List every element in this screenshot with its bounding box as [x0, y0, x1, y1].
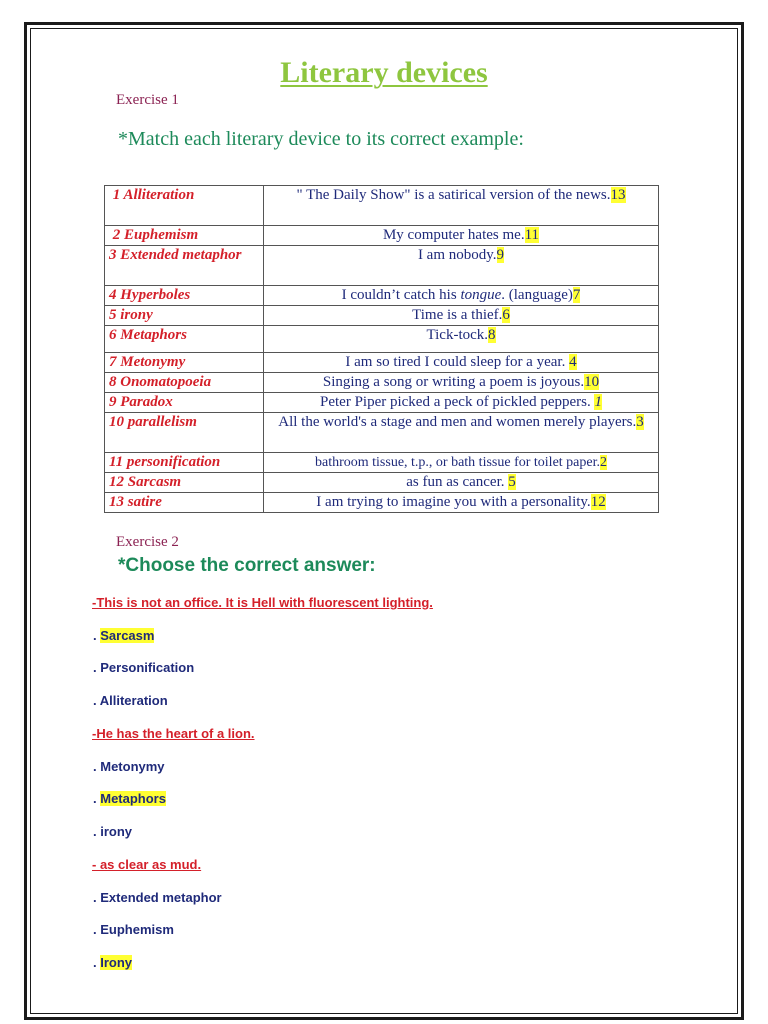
- option-extended-metaphor[interactable]: . Extended metaphor: [93, 890, 222, 905]
- table-row: [105, 226, 659, 246]
- option-irony-answer[interactable]: . Irony: [93, 955, 133, 970]
- option-metonymy[interactable]: . Metonymy: [93, 759, 165, 774]
- device-cell: 10 parallelism: [105, 413, 264, 453]
- answer-number: 6: [502, 307, 510, 323]
- device-cell: 4 Hyperboles: [105, 286, 264, 306]
- table-row: [105, 473, 659, 493]
- exercise2-instruction: *Choose the correct answer:: [118, 555, 376, 576]
- answer-number: 10: [584, 374, 600, 390]
- answer-number: 12: [590, 494, 606, 510]
- table-row: [105, 453, 659, 473]
- example-cell: " The Daily Show" is a satirical version of the news.13: [264, 186, 659, 226]
- example-cell: I couldn’t catch his tongue. (language)7: [264, 286, 659, 306]
- device-cell: 9 Paradox: [105, 393, 264, 413]
- example-cell: Time is a thief.6: [264, 306, 659, 326]
- table-row: [105, 393, 659, 413]
- option-personification[interactable]: . Personification: [93, 660, 195, 675]
- question-2: -He has the heart of a lion.: [92, 726, 255, 741]
- exercise1-label: Exercise 1: [116, 92, 179, 108]
- option-euphemism[interactable]: . Euphemism: [93, 922, 174, 937]
- example-cell: All the world's a stage and men and women merely players.3: [264, 413, 659, 453]
- device-cell: 2 Euphemism: [105, 226, 264, 246]
- table-row: [105, 353, 659, 373]
- device-cell: 6 Metaphors: [105, 326, 264, 353]
- device-cell: 8 Onomatopoeia: [105, 373, 264, 393]
- example-cell: Peter Piper picked a peck of pickled peppers. 1: [264, 393, 659, 413]
- answer-number: 13: [610, 187, 626, 203]
- table-row: [105, 286, 659, 306]
- device-cell: 11 personification: [105, 453, 264, 473]
- table-row: [105, 306, 659, 326]
- example-cell: My computer hates me.11: [264, 226, 659, 246]
- answer-number: 2: [600, 455, 607, 470]
- option-sarcasm[interactable]: . Sarcasm: [93, 628, 155, 643]
- question-3: - as clear as mud.: [92, 857, 202, 872]
- table-row: [105, 186, 659, 226]
- device-cell: 12 Sarcasm: [105, 473, 264, 493]
- option-metaphors[interactable]: . Metaphors: [93, 791, 166, 806]
- exercise1-instruction: *Match each literary device to its correct example:: [118, 128, 524, 150]
- answer-number: 4: [569, 354, 577, 370]
- matching-table: [104, 185, 659, 513]
- device-cell: 5 irony: [105, 306, 264, 326]
- table-row: [105, 326, 659, 353]
- example-cell: Singing a song or writing a poem is joyous.10: [264, 373, 659, 393]
- answer-number: 1: [594, 394, 602, 410]
- example-cell: I am trying to imagine you with a personality.12: [264, 493, 659, 513]
- answer-number: 11: [524, 227, 540, 243]
- table-row: [105, 493, 659, 513]
- page-title: Literary devices: [280, 56, 488, 89]
- question-1: -This is not an office. It is Hell with fluorescent lighting.: [92, 595, 433, 610]
- exercise2-label: Exercise 2: [116, 534, 179, 550]
- table-row: [105, 373, 659, 393]
- device-cell: 13 satire: [105, 493, 264, 513]
- example-cell: I am so tired I could sleep for a year. 4: [264, 353, 659, 373]
- example-cell: as fun as cancer. 5: [264, 473, 659, 493]
- answer-number: 8: [488, 327, 496, 343]
- table-row: [105, 246, 659, 286]
- answer-number: 9: [496, 247, 505, 263]
- answer-number: 7: [572, 287, 581, 303]
- example-cell: bathroom tissue, t.p., or bath tissue for toilet paper.2: [264, 453, 659, 473]
- option-alliteration[interactable]: . Alliteration: [93, 693, 168, 708]
- table-row: [105, 413, 659, 453]
- option-irony[interactable]: . irony: [93, 824, 133, 839]
- example-cell: Tick-tock.8: [264, 326, 659, 353]
- device-cell: 7 Metonymy: [105, 353, 264, 373]
- answer-number: 3: [636, 414, 644, 430]
- device-cell: 3 Extended metaphor: [105, 246, 264, 286]
- example-cell: I am nobody.9: [264, 246, 659, 286]
- device-cell: 1 Alliteration: [105, 186, 264, 226]
- answer-number: 5: [508, 474, 516, 490]
